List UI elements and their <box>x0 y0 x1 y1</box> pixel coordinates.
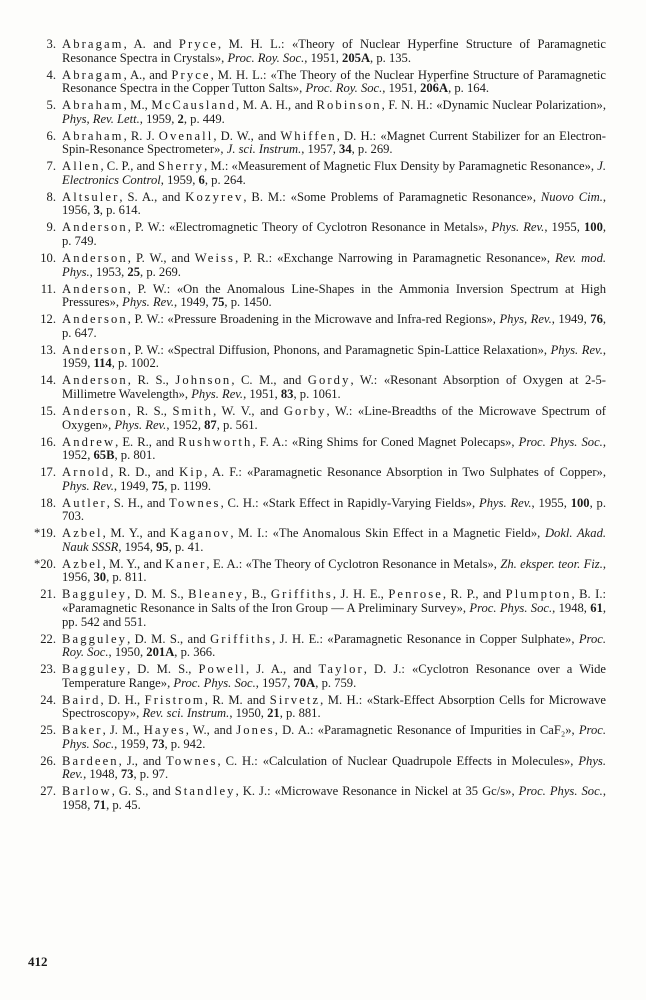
author-name: Anderson <box>62 312 128 327</box>
reference-number: 8. <box>46 189 56 204</box>
journal-title: Proc. Phys. Soc. <box>518 434 603 449</box>
citation-text: , 1954, <box>118 539 157 554</box>
reference-text <box>62 466 606 493</box>
volume-number: 201A <box>146 645 175 660</box>
journal-title: Nuovo Cim. <box>540 189 603 204</box>
citation-text: , P. W.: «Electromagnetic Theory of Cyclotron Resonance in Metals», <box>127 220 492 235</box>
author-name: Kip <box>179 465 205 480</box>
journal-title: Proc. Phys. Soc. <box>518 784 603 799</box>
reference-text <box>62 99 606 126</box>
reference-text <box>62 374 606 401</box>
volume-number: 70A <box>293 675 316 690</box>
citation-text: , p. 749. <box>62 220 607 249</box>
author-name: McCausland <box>151 98 237 113</box>
citation-text: , p. 449. <box>183 111 225 126</box>
reference-number: 6. <box>46 128 56 143</box>
citation-text: , 1950, <box>108 645 147 660</box>
citation-text: , G. S., and <box>111 784 175 799</box>
reference-entry <box>28 160 606 187</box>
volume-number: 95 <box>156 539 169 554</box>
author-name: Anderson <box>62 281 128 296</box>
author-name: Jones <box>236 723 275 738</box>
author-name: Gordy <box>307 373 351 388</box>
reference-number: 15. <box>40 403 56 418</box>
author-name: Whiffen <box>280 128 337 143</box>
author-name: Taylor <box>318 662 364 677</box>
author-name: Anderson <box>62 251 128 266</box>
citation-text: , D. W., and <box>213 128 281 143</box>
volume-number: 87 <box>204 417 217 432</box>
reference-text <box>62 785 606 812</box>
journal-title: Phys. Rev. <box>550 342 603 357</box>
journal-title: Rev. sci. Instrum. <box>142 706 230 721</box>
volume-number: 206A <box>420 81 449 96</box>
citation-text: , C. M., and <box>231 373 308 388</box>
citation-text: , D. H.: «Magnet Current Stabilizer for an Electron-Spin-Resonance Spectrometer», <box>62 128 606 157</box>
reference-entry <box>28 558 606 585</box>
citation-text: , R. S., <box>127 403 173 418</box>
citation-text: , 1959, <box>160 172 199 187</box>
citation-text: , D. H., <box>100 692 145 707</box>
author-name: Standley <box>174 784 236 799</box>
citation-text: , 1948, <box>552 601 591 615</box>
volume-number: 34 <box>339 142 352 157</box>
citation-text: , 1951, <box>243 386 281 401</box>
journal-title: Proc. Roy. Soc. <box>62 631 606 660</box>
reference-text <box>62 663 606 690</box>
citation-text: , M. H. L.: «Theory of Nuclear Hyperfine Structure of Paramagnetic Resonance Spectra in Crystals», <box>62 37 607 65</box>
journal-title: Phys. Rev. <box>62 753 606 782</box>
reference-number: 24. <box>40 692 56 707</box>
author-name: Azbel <box>62 526 103 541</box>
reference-entry <box>28 724 606 751</box>
citation-text: , 1948, <box>83 767 121 782</box>
reference-entry <box>28 191 606 218</box>
citation-text: , F. A.: «Ring Shims for Coned Magnet Polecaps», <box>252 434 519 449</box>
citation-text: , p. 1061. <box>293 386 341 401</box>
journal-title: Proc. Phys. Soc. <box>62 723 606 751</box>
reference-number: 12. <box>40 312 56 327</box>
journal-title: Proc. Roy. Soc. <box>305 81 383 96</box>
volume-number: 75 <box>151 478 165 493</box>
reference-entry <box>28 466 606 493</box>
reference-text <box>62 252 606 279</box>
author-name: Johnson <box>175 373 232 388</box>
reference-number: 23. <box>40 662 56 677</box>
author-name: Pryce <box>171 67 211 82</box>
journal-title: Proc. Phys. Soc. <box>173 675 256 690</box>
citation-text: , M. H. L.: «The Theory of the Nuclear Hyperfine Structure of Paramagnetic Resonance Spectra in the Copper Tutton Salts», <box>62 67 606 96</box>
citation-text: , C. H.: «Stark Effect in Rapidly-Varying Fields», <box>220 495 479 510</box>
reference-number: 4. <box>46 67 56 82</box>
reference-entry <box>28 313 606 340</box>
citation-text: , M., <box>123 98 152 113</box>
reference-number: 7. <box>46 159 56 174</box>
reference-entry <box>28 497 606 524</box>
reference-entry <box>28 785 606 812</box>
citation-text: , J. A., and <box>246 662 319 677</box>
author-name: Altsuler <box>62 189 120 204</box>
volume-number: 205A <box>342 50 371 65</box>
citation-text: , 1955, <box>531 495 571 510</box>
reference-number: *19. <box>33 526 56 541</box>
reference-entry <box>28 344 606 371</box>
journal-title: Phys. Rev. <box>479 495 532 510</box>
citation-text: , M. Y., and <box>102 556 166 571</box>
citation-text: , 1958, <box>62 784 606 813</box>
citation-text: , S. A., and <box>119 189 186 204</box>
reference-entry <box>28 663 606 690</box>
reference-entry <box>28 69 606 96</box>
citation-text: , R. P., and <box>442 587 506 602</box>
citation-text: , 1951, <box>304 50 343 65</box>
citation-text: , p. 811. <box>106 570 147 585</box>
citation-text: , 1951, <box>382 81 421 96</box>
reference-number: 17. <box>40 465 56 480</box>
author-name: Rushworth <box>178 434 253 449</box>
reference-number: 26. <box>40 753 56 768</box>
volume-number: 65B <box>93 448 115 463</box>
citation-text: , p. 135. <box>370 50 411 65</box>
citation-text: , K. J.: «Microwave Resonance in Nickel at 35 Gc/s», <box>235 784 519 799</box>
reference-text <box>62 130 606 157</box>
author-name: Pryce <box>178 37 219 51</box>
citation-text: , p. 366. <box>174 645 216 660</box>
citation-text: , S. H., and <box>106 495 169 510</box>
reference-text <box>62 588 606 629</box>
author-name: Townes <box>168 495 221 510</box>
journal-title: Proc. Roy. Soc. <box>227 50 305 65</box>
citation-text: , P. W.: «Pressure Broadening in the Microwave and Infra-red Regions», <box>127 312 500 327</box>
reference-text <box>62 405 606 432</box>
author-name: Baker <box>62 723 103 738</box>
author-name: Bagguley <box>62 662 128 677</box>
author-name: Allen <box>62 159 101 174</box>
citation-text: , p. 703. <box>62 495 606 524</box>
reference-entry <box>28 252 606 279</box>
author-name: Weiss <box>194 251 236 266</box>
citation-text: , M.: «Measurement of Magnetic Flux Density by Paramagnetic Resonance», <box>204 159 598 174</box>
citation-text: , 1950, <box>229 706 268 721</box>
author-name: Smith <box>172 403 214 418</box>
reference-entry <box>28 633 606 660</box>
citation-text: , 1952, <box>62 434 606 463</box>
reference-number: 10. <box>40 251 56 266</box>
citation-text: , p. 647. <box>62 312 607 340</box>
citation-text: , R. S., <box>127 373 176 388</box>
reference-text <box>62 191 606 218</box>
reference-list <box>28 38 606 816</box>
citation-text: , J. M., <box>102 723 144 738</box>
volume-number: 73 <box>120 767 134 782</box>
citation-text: , D. M. S., <box>127 587 189 602</box>
citation-text: , p. 41. <box>168 539 204 554</box>
citation-text: , p. 1450. <box>224 295 272 310</box>
author-name: Abragam <box>62 67 124 82</box>
reference-text <box>62 344 606 371</box>
reference-number: *20. <box>33 556 56 571</box>
reference-entry <box>28 755 606 782</box>
citation-text: , F. N. H.: «Dynamic Nuclear Polarization», <box>381 98 606 113</box>
reference-text <box>62 283 606 310</box>
citation-text: , A. F.: «Paramagnetic Resonance Absorption in Two Sulphates of Copper», <box>204 465 606 480</box>
citation-text: , C. H.: «Calculation of Nuclear Quadrupole Effects in Molecules», <box>217 753 579 768</box>
citation-text: , R. M. and <box>204 692 270 707</box>
reference-number: 21. <box>40 587 56 602</box>
citation-text: , p. 164. <box>448 81 490 96</box>
author-name: Hayes <box>143 723 186 738</box>
reference-text <box>62 497 606 524</box>
author-name: Baird <box>62 692 101 707</box>
author-name: Anderson <box>62 220 128 235</box>
citation-text: , W.: «Resonant Absorption of Oxygen at 2-5-Millimetre Wavelength», <box>62 373 606 401</box>
author-name: Griffiths <box>270 587 333 602</box>
reference-number: 22. <box>40 631 56 646</box>
author-name: Ovenall <box>158 128 214 143</box>
citation-text: , D. M. S., and <box>127 631 211 646</box>
author-name: Bagguley <box>62 631 128 646</box>
reference-entry <box>28 527 606 554</box>
author-name: Kozyrev <box>185 189 244 204</box>
author-name: Barlow <box>62 784 112 799</box>
volume-number: 76 <box>590 312 603 327</box>
author-name: Bagguley <box>62 587 128 602</box>
author-name: Arnold <box>62 465 111 480</box>
author-name: Townes <box>165 753 218 768</box>
citation-text: , p. 561. <box>216 417 258 432</box>
author-name: Abragam <box>62 37 124 51</box>
citation-text: , C. P., and <box>100 159 158 174</box>
page-number: 412 <box>28 954 48 969</box>
citation-text: , R. J. <box>123 128 159 143</box>
citation-text: , A., and <box>123 67 172 82</box>
reference-number: 18. <box>40 495 56 510</box>
author-name: Fristrom <box>144 692 205 707</box>
author-name: Anderson <box>62 403 128 418</box>
reference-text <box>62 69 606 96</box>
citation-text: , J. H. E.: «Paramagnetic Resonance in Copper Sulphate», <box>272 631 579 646</box>
author-name: Kaner <box>165 556 207 571</box>
citation-text: , B., <box>244 587 271 602</box>
author-name: Gorby <box>283 403 327 418</box>
reference-number: 11. <box>40 281 56 296</box>
volume-number: 3 <box>93 203 100 218</box>
reference-text <box>62 558 606 585</box>
journal-title: Phys. Rev. <box>114 417 167 432</box>
citation-text: , 1959, <box>114 736 152 751</box>
citation-text: , p. 269. <box>140 264 181 279</box>
citation-text: , 1953, <box>89 264 128 279</box>
citation-text: , p. 759. <box>315 675 357 690</box>
reference-text <box>62 694 606 721</box>
citation-text: , 1957, <box>301 142 340 157</box>
author-name: Bardeen <box>62 753 119 768</box>
citation-text: , 1952, <box>166 417 205 432</box>
volume-number: 73 <box>151 736 165 751</box>
citation-text: , 1949, <box>551 312 591 327</box>
reference-text <box>62 527 606 554</box>
author-name: Azbel <box>62 556 103 571</box>
citation-text: , p. 269. <box>351 142 393 157</box>
citation-text: , M. A. H., and <box>236 98 317 113</box>
journal-title: Phys, Rev. Lett. <box>62 111 140 126</box>
reference-text <box>62 724 606 751</box>
citation-text: , p. 1002. <box>111 356 159 371</box>
citation-text: , p. 1199. <box>164 478 212 493</box>
citation-text: , P. W., and <box>127 251 195 266</box>
citation-text: , E. R., and <box>115 434 179 449</box>
author-name: Plumpton <box>505 587 572 602</box>
reference-entry <box>28 38 606 65</box>
author-name: Sherry <box>157 159 205 174</box>
volume-number: 6 <box>198 172 205 187</box>
journal-title: Rev. mod. Phys. <box>62 251 607 279</box>
volume-number: 75 <box>211 295 225 310</box>
citation-text: , 1959, <box>139 111 178 126</box>
citation-text: , M. Y., and <box>102 526 171 541</box>
volume-number: 61 <box>590 601 603 615</box>
volume-number: 100 <box>570 495 590 510</box>
citation-text: , p. 45. <box>106 798 141 813</box>
citation-text: , W.: «Line-Breadths of the Microwave Spectrum of Oxygen», <box>62 403 606 432</box>
citation-text: , p. 97. <box>133 767 169 782</box>
reference-entry <box>28 99 606 126</box>
citation-text: , D. M. S., <box>127 662 199 677</box>
volume-number: 71 <box>93 798 107 813</box>
volume-number: 114 <box>93 356 112 371</box>
reference-text <box>62 160 606 187</box>
citation-text: , J., and <box>118 753 166 768</box>
citation-text: , B. I.: «Paramagnetic Resonance in Salts of the Iron Group — A Preliminary Survey», <box>62 587 606 615</box>
journal-title: Dokl. Akad. Nauk SSSR <box>62 526 607 554</box>
journal-title: Phys. Rev. <box>122 295 175 310</box>
author-name: Autler <box>62 495 107 510</box>
citation-text: , 1949, <box>113 478 152 493</box>
reference-number: 9. <box>46 220 56 235</box>
citation-text: , M. I.: «The Anomalous Skin Effect in a Magnetic Field», <box>230 526 545 541</box>
journal-title: Phys. Rev. <box>191 386 244 401</box>
volume-number: 83 <box>280 386 294 401</box>
author-name: Griffiths <box>210 631 273 646</box>
author-name: Powell <box>198 662 247 677</box>
citation-text: , D. A.: «Paramagnetic Resonance of Impurities in CaF₂», <box>274 723 579 738</box>
author-name: Andrew <box>62 434 116 449</box>
citation-text: , E. A.: «The Theory of Cyclotron Resonance in Metals», <box>206 556 501 571</box>
citation-text: , R. D., and <box>110 465 180 480</box>
citation-text: , 1956, <box>62 189 607 218</box>
reference-number: 3. <box>46 37 56 51</box>
reference-entry <box>28 283 606 310</box>
citation-text: , B. M.: «Some Problems of Paramagnetic Resonance», <box>243 189 541 204</box>
citation-text: , A. and <box>123 37 179 51</box>
reference-text <box>62 755 606 782</box>
reference-text <box>62 436 606 463</box>
reference-number: 5. <box>46 98 56 113</box>
citation-text: , p. 801. <box>114 448 156 463</box>
reference-text <box>62 221 606 248</box>
reference-entry <box>28 588 606 629</box>
volume-number: 21 <box>267 706 280 721</box>
journal-title: Zh. eksper. teor. Fiz. <box>500 556 603 571</box>
citation-text: , W. V., and <box>213 403 284 418</box>
citation-text: , 1956, <box>62 556 607 585</box>
author-name: Abraham <box>62 98 124 113</box>
author-name: Bleaney <box>188 587 245 602</box>
reference-number: 25. <box>40 723 56 738</box>
reference-entry <box>28 694 606 721</box>
journal-title: Phys. Rev. <box>491 220 545 235</box>
citation-text: , 1957, <box>255 675 294 690</box>
reference-entry <box>28 221 606 248</box>
citation-text: , p. 881. <box>279 706 321 721</box>
journal-title: Phys. Rev. <box>62 478 114 493</box>
citation-text: , D. J.: «Cyclotron Resonance over a Wide Temperature Range», <box>62 662 607 690</box>
volume-number: 30 <box>93 570 107 585</box>
author-name: Robinson <box>316 98 382 113</box>
reference-number: 13. <box>40 342 56 357</box>
journal-title: Proc. Phys. Soc. <box>469 601 553 615</box>
citation-text: , P. R.: «Exchange Narrowing in Paramagnetic Resonance», <box>235 251 556 266</box>
journal-title: Phys, Rev. <box>499 312 552 327</box>
author-name: Kaganov <box>170 526 231 541</box>
reference-text <box>62 38 606 65</box>
citation-text: , pp. 542 and 551. <box>62 601 607 629</box>
reference-number: 16. <box>40 434 56 449</box>
author-name: Abraham <box>62 128 124 143</box>
reference-entry <box>28 130 606 157</box>
citation-text: , M. H.: «Stark-Effect Absorption Cells for Microwave Spectroscopy», <box>62 692 606 721</box>
volume-number: 25 <box>127 264 141 279</box>
journal-title: J. sci. Instrum. <box>226 142 302 157</box>
reference-number: 27. <box>40 784 56 799</box>
reference-number: 14. <box>40 373 56 388</box>
citation-text: , 1949, <box>174 295 212 310</box>
citation-text: , 1955, <box>544 220 584 235</box>
author-name: Anderson <box>62 342 128 357</box>
citation-text: , p. 614. <box>99 203 141 218</box>
citation-text: , J. H. E., <box>332 587 389 602</box>
volume-number: 100 <box>583 220 603 235</box>
reference-entry <box>28 374 606 401</box>
reference-text <box>62 633 606 660</box>
journal-title: J. Electronics Control <box>62 159 606 187</box>
author-name: Anderson <box>62 373 128 388</box>
citation-text: , 1959, <box>62 342 606 371</box>
citation-text: , P. W.: «On the Anomalous Line-Shapes in the Ammonia Inversion Spectrum at High Pressures», <box>62 281 606 310</box>
citation-text: , p. 264. <box>204 172 246 187</box>
reference-entry <box>28 405 606 432</box>
volume-number: 2 <box>177 111 184 126</box>
author-name: Sirvetz <box>269 692 321 707</box>
author-name: Penrose <box>388 587 443 602</box>
citation-text: , P. W.: «Spectral Diffusion, Phonons, and Paramagnetic Spin-Lattice Relaxation», <box>127 342 551 357</box>
reference-entry <box>28 436 606 463</box>
reference-text <box>62 313 606 340</box>
citation-text: , W., and <box>185 723 237 738</box>
citation-text: , p. 942. <box>164 736 206 751</box>
